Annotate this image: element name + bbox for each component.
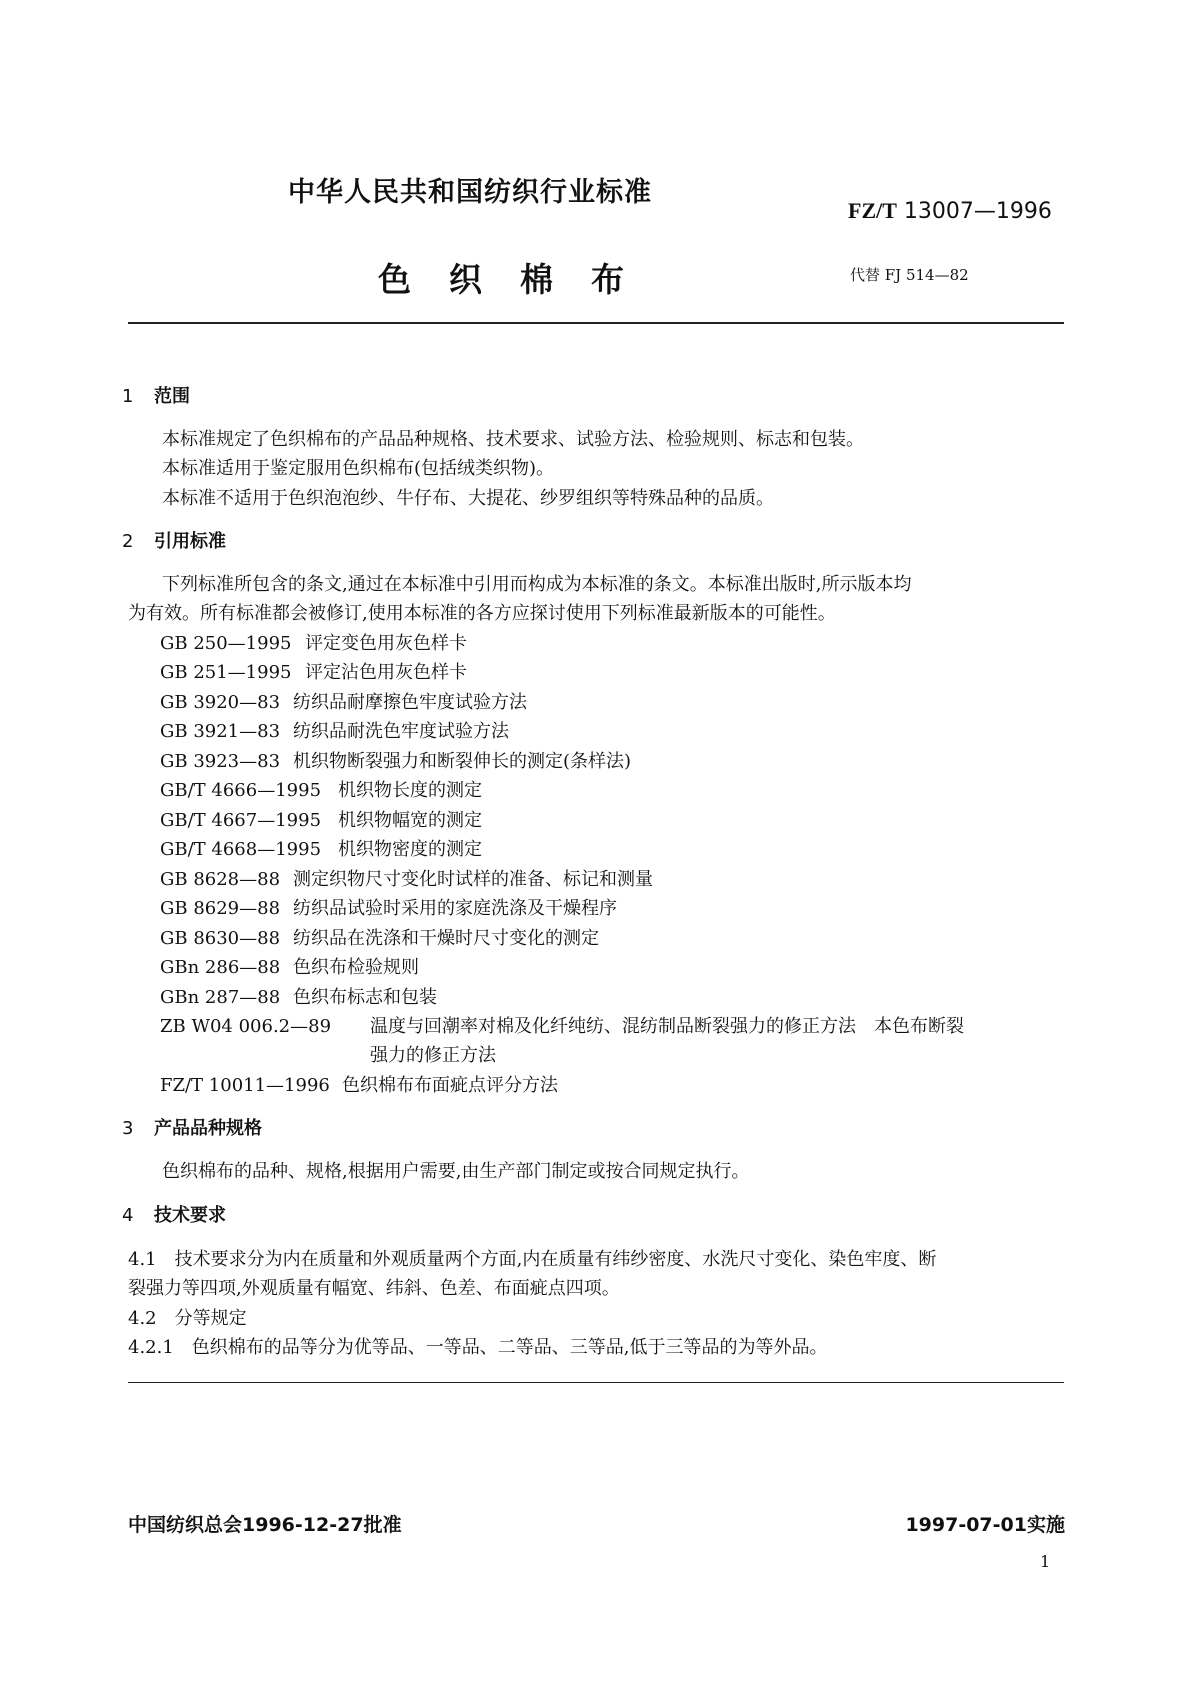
section-1-heading bbox=[122, 382, 190, 408]
org-title: 中华人民共和国纺织行业标准 bbox=[288, 177, 652, 208]
clause-4-1: 4.1 技术要求分为内在质量和外观质量两个方面,内在质量有纬纱密度、水洗尺寸变化、染色牢度、断 bbox=[128, 1249, 937, 1270]
reference-item bbox=[160, 776, 482, 802]
reference-code: GB/T 4667—1995 bbox=[160, 810, 322, 831]
reference-title: 机织物密度的测定 bbox=[338, 839, 482, 860]
reference-title: 测定织物尺寸变化时试样的准备、标记和测量 bbox=[293, 869, 653, 890]
reference-code: GB 3923—83 bbox=[160, 751, 281, 772]
reference-title: 色织棉布布面疵点评分方法 bbox=[342, 1075, 558, 1096]
clause-4-2: 4.2 分等规定 bbox=[128, 1308, 247, 1329]
section-3-heading bbox=[122, 1114, 262, 1140]
reference-title: 机织物长度的测定 bbox=[338, 780, 482, 801]
paragraph: 下列标准所包含的条文,通过在本标准中引用而构成为本标准的条文。本标准出版时,所示版本均 bbox=[162, 574, 912, 595]
clause-4-1-continued: 裂强力等四项,外观质量有幅宽、纬斜、色差、布面疵点四项。 bbox=[128, 1278, 620, 1299]
reference-title: 纺织品试验时采用的家庭洗涤及干燥程序 bbox=[293, 898, 617, 919]
reference-code: GB/T 4668—1995 bbox=[160, 839, 322, 860]
section-title: 引用标准 bbox=[154, 531, 226, 552]
effective-date: 1997-07-01 bbox=[905, 1514, 1027, 1536]
reference-title: 评定变色用灰色样卡 bbox=[305, 633, 467, 654]
section-title: 范围 bbox=[154, 386, 190, 407]
paragraph: 本标准不适用于色织泡泡纱、牛仔布、大提花、纱罗组织等特殊品种的品质。 bbox=[162, 488, 774, 509]
reference-code: GB 3920—83 bbox=[160, 692, 281, 713]
document-title: 色织棉布 bbox=[378, 260, 662, 299]
reference-item bbox=[160, 1012, 964, 1038]
reference-code: GB 3921—83 bbox=[160, 721, 281, 742]
reference-item bbox=[160, 865, 653, 891]
reference-title: 色织布标志和包装 bbox=[293, 987, 437, 1008]
standard-code: 13007—1996 bbox=[903, 199, 1052, 224]
section-title: 产品品种规格 bbox=[154, 1118, 262, 1139]
reference-code: GB 8629—88 bbox=[160, 898, 281, 919]
reference-code: ZB W04 006.2—89 bbox=[160, 1016, 332, 1037]
approval-label: 批准 bbox=[363, 1514, 402, 1536]
effective-info bbox=[905, 1510, 1065, 1537]
reference-item bbox=[160, 983, 437, 1009]
reference-item bbox=[160, 629, 467, 655]
reference-item bbox=[160, 924, 599, 950]
section-number: 1 bbox=[122, 386, 134, 407]
section-number: 2 bbox=[122, 531, 134, 552]
reference-title: 纺织品在洗涤和干燥时尺寸变化的测定 bbox=[293, 928, 599, 949]
reference-item bbox=[160, 835, 482, 861]
reference-title: 温度与回潮率对棉及化纤纯纺、混纺制品断裂强力的修正方法 本色布断裂 bbox=[370, 1016, 964, 1037]
reference-item bbox=[160, 747, 631, 773]
paragraph: 本标准适用于鉴定服用色织棉布(包括绒类织物)。 bbox=[162, 458, 555, 479]
reference-title-continued: 强力的修正方法 bbox=[370, 1045, 496, 1066]
reference-title: 评定沾色用灰色样卡 bbox=[305, 662, 467, 683]
reference-code: GB 251—1995 bbox=[160, 662, 292, 683]
reference-code: FZ/T 10011—1996 bbox=[160, 1075, 330, 1096]
standard-prefix: FZ/T bbox=[848, 198, 897, 223]
standard-number bbox=[848, 198, 1052, 224]
approving-body: 中国纺织总会 bbox=[128, 1514, 243, 1536]
footer-divider bbox=[128, 1382, 1064, 1383]
reference-title: 纺织品耐洗色牢度试验方法 bbox=[293, 721, 509, 742]
paragraph: 本标准规定了色织棉布的产品品种规格、技术要求、试验方法、检验规则、标志和包装。 bbox=[162, 429, 864, 450]
section-4-heading bbox=[122, 1201, 226, 1227]
section-number: 4 bbox=[122, 1205, 134, 1226]
reference-code: GB/T 4666—1995 bbox=[160, 780, 322, 801]
effective-label: 实施 bbox=[1026, 1514, 1065, 1536]
approval-date: 1996-12-27 bbox=[242, 1514, 364, 1536]
reference-title: 机织物幅宽的测定 bbox=[338, 810, 482, 831]
approval-info bbox=[128, 1510, 402, 1537]
reference-title: 机织物断裂强力和断裂伸长的测定(条样法) bbox=[293, 751, 632, 772]
paragraph: 为有效。所有标准都会被修订,使用本标准的各方应探讨使用下列标准最新版本的可能性。 bbox=[128, 603, 836, 624]
paragraph: 色织棉布的品种、规格,根据用户需要,由生产部门制定或按合同规定执行。 bbox=[162, 1161, 750, 1182]
section-2-heading bbox=[122, 527, 226, 553]
section-title: 技术要求 bbox=[154, 1205, 226, 1226]
reference-title: 色织布检验规则 bbox=[293, 957, 419, 978]
header-divider bbox=[128, 322, 1064, 324]
reference-item bbox=[160, 658, 467, 684]
reference-item bbox=[160, 953, 419, 979]
reference-code: GBn 287—88 bbox=[160, 987, 281, 1008]
reference-code: GB 8628—88 bbox=[160, 869, 281, 890]
section-number: 3 bbox=[122, 1118, 134, 1139]
reference-code: GB 250—1995 bbox=[160, 633, 292, 654]
reference-item bbox=[160, 717, 509, 743]
page-number: 1 bbox=[1040, 1552, 1051, 1571]
replaces-note: 代替 FJ 514—82 bbox=[850, 266, 969, 284]
reference-code: GB 8630—88 bbox=[160, 928, 281, 949]
reference-code: GBn 286—88 bbox=[160, 957, 281, 978]
clause-4-2-1: 4.2.1 色织棉布的品等分为优等品、一等品、二等品、三等品,低于三等品的为等外品。 bbox=[128, 1337, 828, 1358]
reference-item bbox=[160, 688, 527, 714]
reference-item bbox=[160, 1071, 558, 1097]
reference-title: 纺织品耐摩擦色牢度试验方法 bbox=[293, 692, 527, 713]
reference-item bbox=[160, 894, 617, 920]
reference-item bbox=[160, 806, 482, 832]
